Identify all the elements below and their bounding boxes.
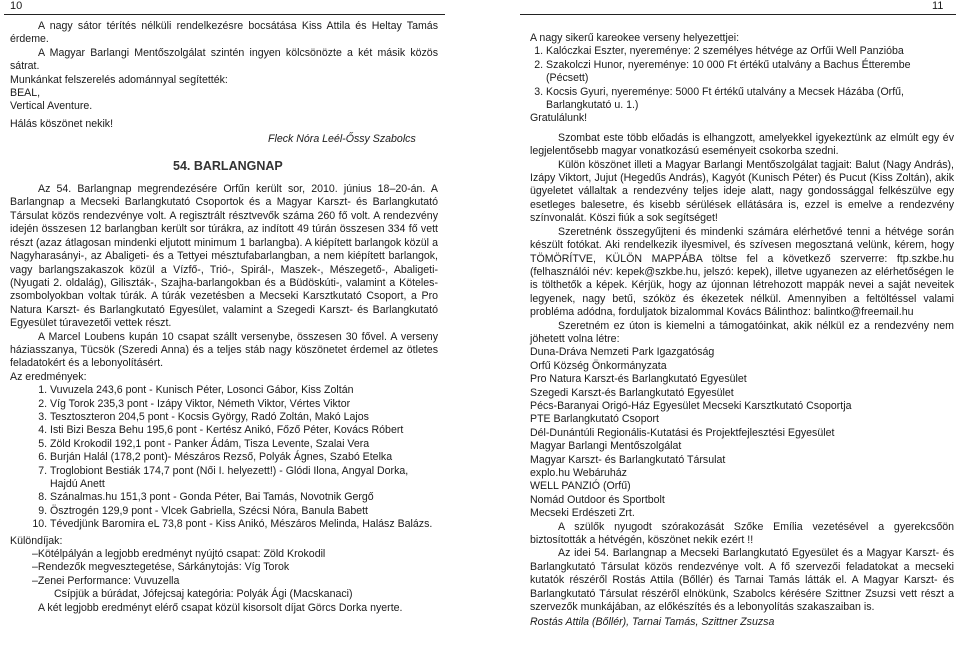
sponsor-item: Magyar Karszt- és Barlangkutató Társulat xyxy=(530,453,726,466)
result-item: 10. Tévedjünk Baromira eL 73,8 pont - Kiss Anikó, Mészáros Melinda, Halász Balázs. xyxy=(50,518,438,531)
result-item: 9. Ösztrogén 129,9 pont - Vlcek Gabriella, Szécsi Nóra, Banula Babett xyxy=(50,505,438,518)
sponsor-item: Duna-Dráva Nemzeti Park Igazgatóság xyxy=(530,346,715,359)
page-number-left: 10 xyxy=(10,0,23,12)
result-item: 7. Troglobiont Bestiák 174,7 pont (Női I. helyezett!) - Glódi Ilona, Angyal Dorka, Hajdú Anett xyxy=(50,465,438,492)
right-column xyxy=(530,32,954,630)
special-prize-subline: Csípjük a búrádat, Jófejcsaj kategória: Polyák Ági (Macskanaci) xyxy=(54,588,353,601)
special-prizes-label: Különdíjak: xyxy=(10,534,63,547)
body-paragraph: A szülők nyugodt szórakozását Szőke Emília vezetésével a gyerekcsőön biztosították a hétvégén, köszönet nekik ezért !! xyxy=(530,520,954,547)
body-paragraph: Az idei 54. Barlangnap a Mecseki Barlangkutató Egyesület és a Magyar Karszt- és Barlangkutató Társulat közös rendezvénye volt. A fő szervezői feladatokat a mecseki kutatók részéről Rostás Attila (Bőllér) és Tarnai Tamás látták el. A Magyar Karszt- és Barlangkutató Társulat részéről elnökünk, Szabolcs kérésére Szittner Zsuzsi vett részt a szervezők munkájában, az előkészítés és a lebonyolítás szakaszaiban is. xyxy=(530,547,954,614)
sponsor-item: Dél-Dunántúli Regionális-Kutatási és Projektfejlesztési Egyesület xyxy=(530,426,835,439)
special-prizes-list xyxy=(10,548,438,588)
results-list xyxy=(10,384,438,531)
body-paragraph: Szeretnénk összegyűjteni és mindenki számára elérhetővé tenni a hétvége során készült fotókat. Aki rendelkezik ilyesmivel, és szívesen megosztaná velünk, kérem, hogy TÖMÖRÍTVE, KÜLÖN MAPPÁBA töltse fel a következő szerverre: ftp.szkbe.hu (felhasználói név: kepek@szkbe.hu, jelszó: kepek), illetve ugyanezen az elérhetőségen le is tölthetők a képek. Kérjük, hogy az újonnan létrehozott mappák nevei a saját neveitek legyenek, nagy betű, szóköz és ékezetek nélkül. Amennyiben a feltöltéssel valami probléma adódna, forduljatok bizalommal Kovács Bálinthoz: balintko@freemail.hu xyxy=(530,225,954,319)
sponsor-item: Szegedi Karszt-és Barlangkutató Egyesület xyxy=(530,386,734,399)
results-label: Az eredmények: xyxy=(10,370,87,383)
header-rule-left xyxy=(4,14,445,15)
sponsor-list xyxy=(530,346,954,520)
sponsor-item: Magyar Barlangi Mentőszolgálat xyxy=(530,440,682,453)
sponsor-item: Orfű Község Önkormányzata xyxy=(530,359,667,372)
body-paragraph: A Marcel Loubens kupán 10 csapat szállt versenybe, összesen 30 fővel. A verseny háziasszanya, Tücsök (Szeredi Anna) és a teljes stáb nagy köszönetet érdemel az ötletes feladatokért és a lebonyolításért. xyxy=(10,330,438,370)
karaoke-item: 2. Szakolczi Hunor, nyereménye: 10 000 Ft értékű utalvány a Bachus Étterembe (Pécsett) xyxy=(546,59,954,86)
sponsor-item: explo.hu Webáruház xyxy=(530,467,627,479)
article-signature: Fleck Nóra Leél-Őssy Szabolcs xyxy=(268,133,416,146)
result-item: 4. Isti Bizi Besza Behu 195,6 pont - Kertész Anikó, Főző Péter, Kovács Róbert xyxy=(50,424,438,437)
result-item: 1. Vuvuzela 243,6 pont - Kunisch Péter, Losonci Gábor, Kiss Zoltán xyxy=(50,384,438,397)
karaoke-list xyxy=(530,45,954,112)
special-prize-item: – Kötélpályán a legjobb eredményt nyújtó csapat: Zöld Krokodil xyxy=(32,548,438,561)
intro-paragraph: Vertical Aventure. xyxy=(10,100,93,113)
intro-paragraph: A Magyar Barlangi Mentőszolgálat szintén ingyen kölcsönözte a két másik közös sátrat. xyxy=(10,46,438,73)
congrats-line: Gratulálunk! xyxy=(530,112,588,125)
left-column xyxy=(10,20,438,615)
header-rule-right xyxy=(520,14,956,15)
karaoke-item: 3. Kocsis Gyuri, nyereménye: 5000 Ft értékű utalvány a Mecsek Házába (Orfű, Barlangkutató u. 1.) xyxy=(546,86,954,113)
body-paragraph: Külön köszönet illeti a Magyar Barlangi Mentőszolgálat tagjait: Balut (Nagy András), Izápy Viktort, Jujut (Hegedűs András), Kagyót (Kunisch Péter) és Pucut (Kiss Zoltán), akik ügyeletet vállaltak a rendezvény teljes ideje alatt, nagy gondossággal felkészülve egy esetleges balesetre, és kisebb sérülések ellátására is, ezzel is emelve a rendezvény színvonalát. Köszi fiúk a sok segítséget! xyxy=(530,158,954,225)
special-prize-item: – Zenei Performance: Vuvuzella xyxy=(32,575,438,588)
sponsor-item: WELL PANZIÓ (Orfű) xyxy=(530,480,631,493)
result-item: 5. Zöld Krokodil 192,1 pont - Panker Ádám, Tisza Levente, Szalai Vera xyxy=(50,438,438,451)
section-heading: 54. BARLANGNAP xyxy=(173,158,283,173)
body-paragraph: Szombat este több előadás is elhangzott, amelyekkel igyekeztünk az elmúlt egy év legjelentősebb magyar vonatkozású eseményeit csokorba szedni. xyxy=(530,131,954,158)
karaoke-item: 1. Kalóczkai Eszter, nyereménye: 2 személyes hétvége az Orfűi Well Panzióba xyxy=(546,45,954,58)
intro-paragraph: BEAL, xyxy=(10,87,41,100)
intro-paragraph: Munkánkat felszerelés adománnyal segítették: xyxy=(10,73,228,86)
thanks-line: Hálás köszönet nekik! xyxy=(10,117,114,130)
closing-line: A két legjobb eredményt elérő csapat közül kisorsolt díjat Görcs Dorka nyerte. xyxy=(38,601,403,614)
sponsor-item: Nomád Outdoor és Sportbolt xyxy=(530,493,665,506)
sponsor-item: Pro Natura Karszt-és Barlangkutató Egyesület xyxy=(530,373,747,386)
karaoke-intro: A nagy sikerű kareokee verseny helyezettjei: xyxy=(530,32,740,44)
result-item: 8. Szánalmas.hu 151,3 pont - Gonda Péter, Bai Tamás, Novotnik Gergő xyxy=(50,491,438,504)
body-paragraph: Szeretném ez úton is kiemelni a támogatóinkat, akik nélkül ez a rendezvény nem jöhetett volna létre: xyxy=(530,319,954,345)
special-prize-item: – Rendezők megvesztegetése, Sárkánytojás: Víg Torok xyxy=(32,561,438,574)
result-item: 3. Tesztoszteron 204,5 pont - Kocsis György, Radó Zoltán, Makó Lajos xyxy=(50,411,438,424)
sponsor-item: Pécs-Baranyai Origó-Ház Egyesület Mecseki Karsztkutató Csoportja xyxy=(530,399,852,412)
intro-paragraph: A nagy sátor térítés nélküli rendelkezésre bocsátása Kiss Attila és Heltay Tamás érdeme. xyxy=(10,20,438,46)
page-number-right: 11 xyxy=(932,0,944,12)
article-signature: Rostás Attila (Bőllér), Tarnai Tamás, Szittner Zsuzsa xyxy=(530,616,775,629)
sponsor-item: Mecseki Erdészeti Zrt. xyxy=(530,507,635,520)
result-item: 6. Burján Halál (178,2 pont)- Mészáros Rezső, Polyák Ágnes, Szabó Etelka xyxy=(50,451,438,464)
sponsor-item: PTE Barlangkutató Csoport xyxy=(530,413,659,426)
body-paragraph: Az 54. Barlangnap megrendezésére Orfűn került sor, 2010. június 18–20-án. A Barlangnap a Mecseki Barlangkutató Csoportok és a Magyar Karszt- és Barlangkutató Társulat közös rendezvénye volt. A regisztrált résztvevők száma 260 fő volt. A rendezvény idején összesen 12 barlangban került sor túrákra, az indított 49 túrán összesen 334 fő vett részt (azaz átlagosan mindenki eljutott minimum 1 barlangba). A kiépített barlangok közül a Nagyharasányi-, az Abaligeti- és a Tettyei mésztufabarlangban, a nem kiépített barlangok, vagy barlangszakaszok közül a Vízfő-, Trió-, Spirál-, Maszek-, Mészegető-, Abaligeti- (Nyugati 2. oldalág), Giliszták-, Szajha-barlangokban és a Büdöskúti-, valamint a Köteles-zsombolyokban voltak túrák. A túrák vezetésben a Mecseki Karsztkutató Csoport, a Pro Natura Karszt- és Barlangkutató Egyesület, valamint a Szegedi Karszt- és Barlangkutató Egyesület túravezetői vettek részt. xyxy=(10,183,438,330)
result-item: 2. Víg Torok 235,3 pont - Izápy Viktor, Németh Viktor, Vértes Viktor xyxy=(50,398,438,411)
